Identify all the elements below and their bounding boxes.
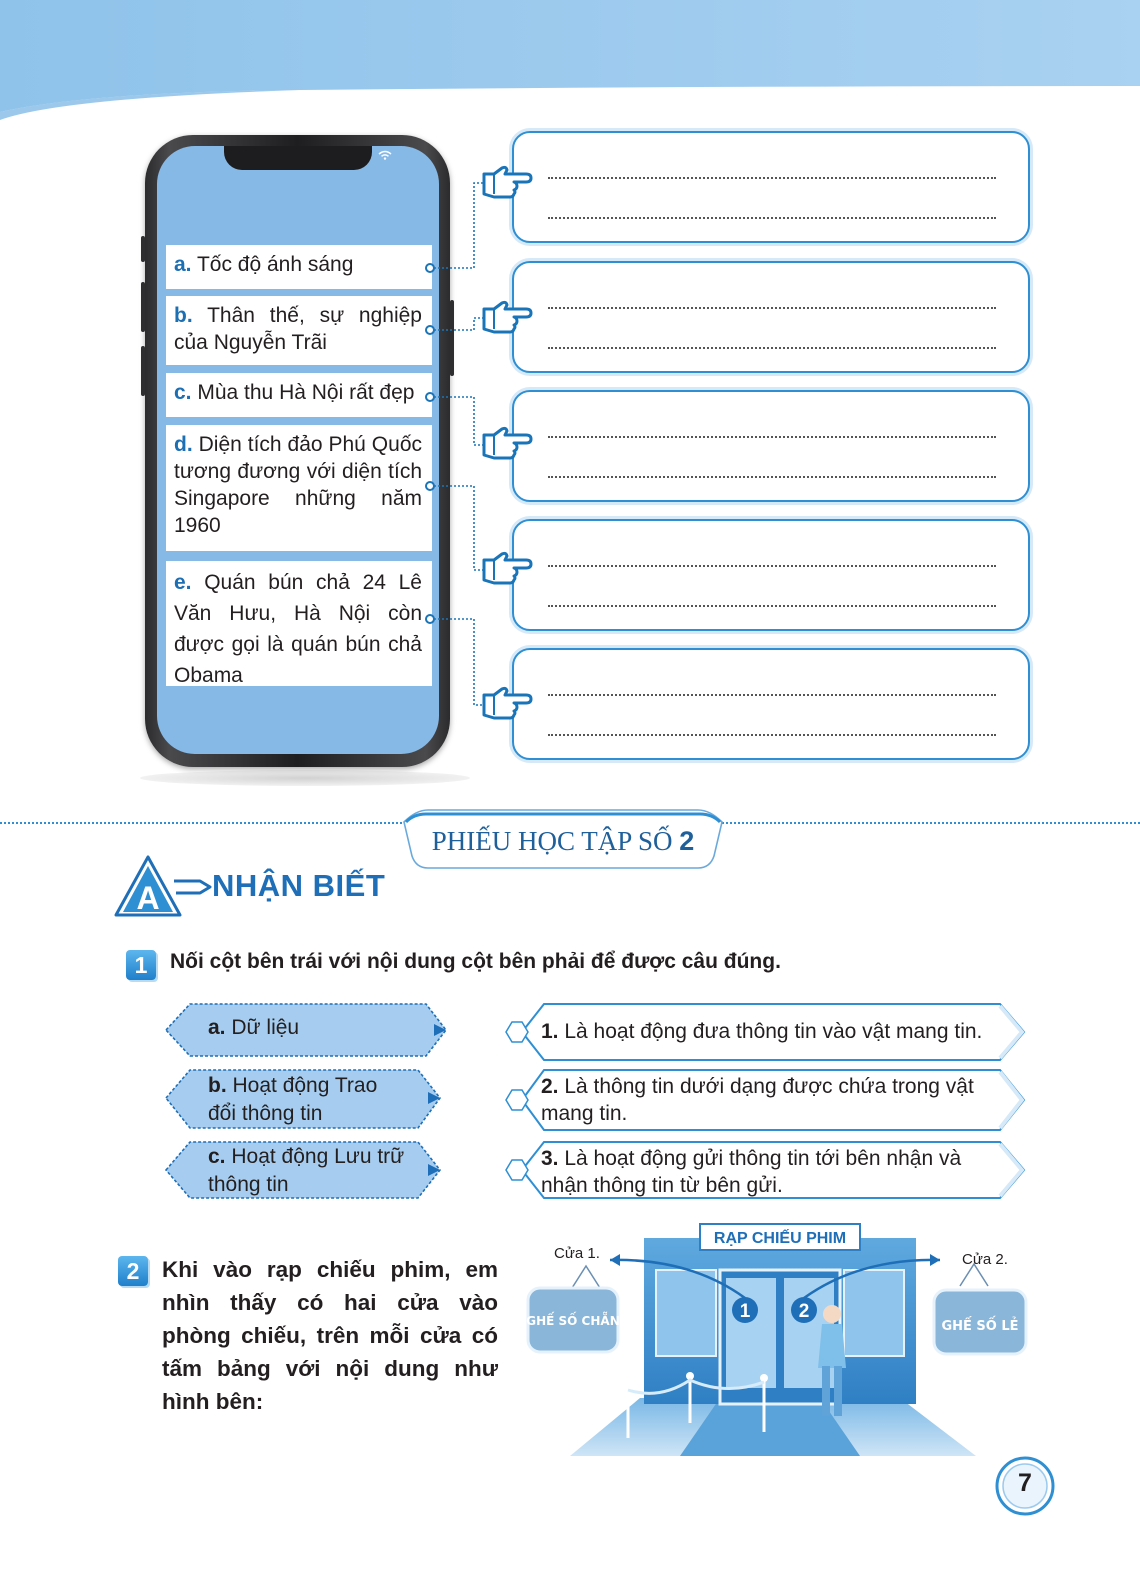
answer-box-1[interactable] xyxy=(512,131,1030,243)
pointing-hand-icon xyxy=(480,685,534,725)
left-item-a xyxy=(208,1014,438,1042)
card-text: Diện tích đảo Phú Quốc tương đương với diện tích Singapore những năm 1960 xyxy=(174,433,422,537)
board-1-text: GHẾ SỐ CHẴN xyxy=(526,1314,620,1328)
answer-box-3[interactable] xyxy=(512,390,1030,502)
card-label: b. xyxy=(174,304,193,327)
question-number: 2 xyxy=(118,1256,148,1286)
card-label: c. xyxy=(174,381,192,404)
left-item-b xyxy=(208,1072,408,1128)
right-item-1 xyxy=(541,1018,1011,1045)
page-number: 7 xyxy=(1018,1469,1032,1497)
pointing-hand-icon xyxy=(480,425,534,465)
answer-line xyxy=(548,217,996,219)
card-text: Mùa thu Hà Nội rất đẹp xyxy=(191,381,415,404)
door-2-label: Cửa 2. xyxy=(962,1251,1008,1268)
door-1-label: Cửa 1. xyxy=(554,1245,600,1262)
sheet-title-number: 2 xyxy=(679,826,695,856)
item-label: 2. xyxy=(541,1075,559,1098)
section-title: NHẬN BIẾT xyxy=(212,868,386,903)
pointing-hand-icon xyxy=(480,550,534,590)
answer-line xyxy=(548,476,996,478)
item-label: b. xyxy=(208,1074,227,1097)
item-text: Hoạt động Trao đổi thông tin xyxy=(208,1074,378,1125)
question-text: Nối cột bên trái với nội dung cột bên phải để được câu đúng. xyxy=(170,950,781,973)
answer-box-2[interactable] xyxy=(512,261,1030,373)
answer-line xyxy=(548,177,996,179)
door-2-number: 2 xyxy=(798,1301,810,1322)
item-text: Dữ liệu xyxy=(225,1016,300,1039)
answer-line xyxy=(548,605,996,607)
pointing-hand-icon xyxy=(480,299,534,339)
answer-box-5[interactable] xyxy=(512,648,1030,760)
item-label: 3. xyxy=(541,1147,559,1170)
item-text: Là thông tin dưới dạng được chứa trong vật mang tin. xyxy=(541,1075,974,1125)
right-item-2 xyxy=(541,1073,991,1127)
answer-line xyxy=(548,734,996,736)
answer-box-4[interactable] xyxy=(512,519,1030,631)
item-label: a. xyxy=(208,1016,226,1039)
answer-line xyxy=(548,565,996,567)
door-1-number: 1 xyxy=(739,1301,751,1322)
card-text: Thân thế, sự nghiệp của Nguyễn Trãi xyxy=(174,304,422,354)
card-label: e. xyxy=(174,571,192,594)
sheet-title-text: PHIẾU HỌC TẬP SỐ xyxy=(431,826,680,856)
item-text: Hoạt động Lưu trữ thông tin xyxy=(208,1145,405,1196)
item-text: Là hoạt động gửi thông tin tới bên nhận và nhận thông tin từ bên gửi. xyxy=(541,1147,962,1197)
right-item-3 xyxy=(541,1145,991,1199)
card-label: d. xyxy=(174,433,193,456)
item-text: Là hoạt động đưa thông tin vào vật mang tin. xyxy=(558,1020,983,1043)
question-number: 1 xyxy=(126,950,156,980)
sheet-title xyxy=(404,826,722,857)
item-label: 1. xyxy=(541,1020,559,1043)
section-a-badge xyxy=(114,853,212,919)
answer-line xyxy=(548,436,996,438)
cinema-illustration xyxy=(520,1218,1019,1460)
cinema-sign: RẠP CHIẾU PHIM xyxy=(713,1230,847,1247)
section-letter: A xyxy=(136,880,160,916)
answer-line xyxy=(548,307,996,309)
answer-line xyxy=(548,694,996,696)
left-item-c xyxy=(208,1143,418,1199)
answer-line xyxy=(548,347,996,349)
card-label: a. xyxy=(174,253,192,276)
pointing-hand-icon xyxy=(480,164,534,204)
section-divider xyxy=(0,822,410,824)
question-text: Khi vào rạp chiếu phim, em nhìn thấy có hai cửa vào phòng chiếu, trên mỗi cửa có tấm bảng với nội dung như hình bên: xyxy=(162,1257,498,1414)
card-text: Quán bún chả 24 Lê Văn Hưu, Hà Nội còn được gọi là quán bún chả Obama xyxy=(174,571,422,687)
item-label: c. xyxy=(208,1145,226,1168)
card-text: Tốc độ ánh sáng xyxy=(191,253,354,276)
section-divider xyxy=(722,822,1140,824)
board-2-text: GHẾ SỐ LẺ xyxy=(941,1319,1019,1334)
